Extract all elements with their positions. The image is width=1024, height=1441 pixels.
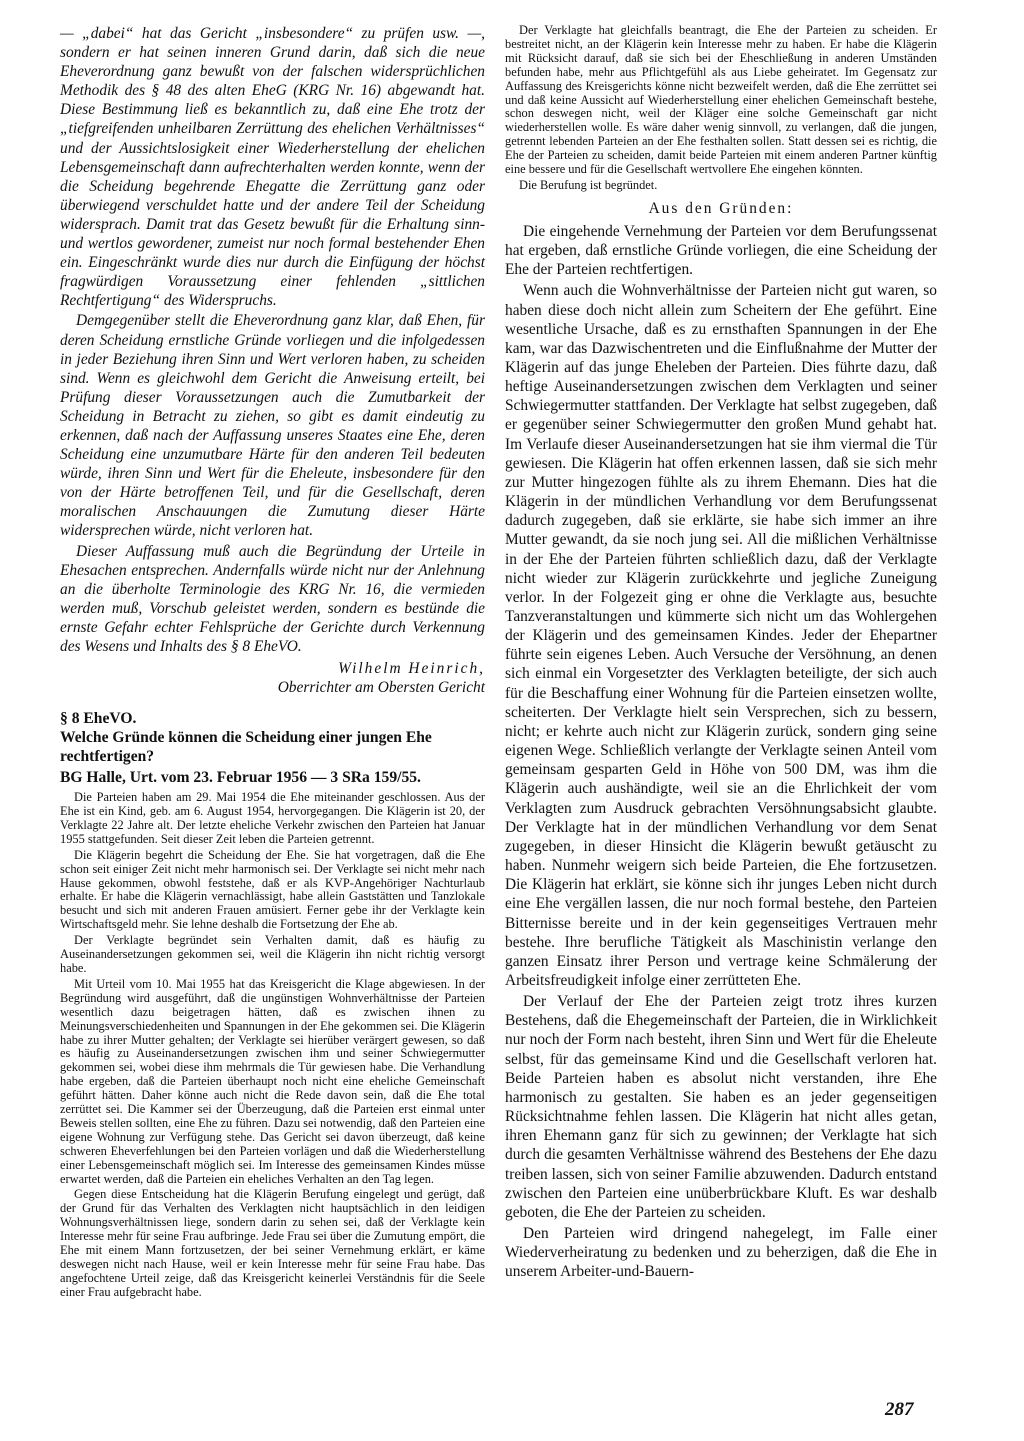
question-heading: Welche Gründe können die Scheidung einer jungen Ehe rechtfertigen? <box>60 729 432 766</box>
commentary-text <box>60 24 485 656</box>
reasons-paragraph: Den Parteien wird dringend nahegelegt, im Falle einer Wiederverheiratung zu bedenken und zu beherzigen, daß die Ehe in unserem Arbeiter-und-Bauern- <box>505 1225 937 1281</box>
case-facts-text <box>60 791 485 1300</box>
author-name: Wilhelm Heinrich, <box>338 660 485 678</box>
case-paragraph: Der Verklagte hat gleichfalls beantragt, die Ehe der Parteien zu scheiden. Er bestreitet nicht, an der Klägerin kein Interesse mehr zu haben. Er habe die Klägerin mit Rücksicht darauf, daß sie sich bei der Eheschließung in anderen Umständen befunden habe, mehr aus Pflichtgefühl als aus Liebe geheiratet. Im Gegensatz zur Auffassung des Kreisgerichts könne nicht bezweifelt werden, daß die Ehe zerrüttet sei und daß keine Aussicht auf Wiederherstellung einer ehelichen Gemeinschaft bestehe, schon deswegen nicht, weil der Kläger eine solche Gemeinschaft gar nicht wiederherstellen wolle. Es wäre daher wenig sinnvoll, zu verlangen, daß die jungen, getrennt lebenden Parteien an der Ehe festhalten sollen. Statt dessen sei es richtig, die Ehe der Parteien zu scheiden, damit beide Parteien mit einem anderen Partner künftig eine bessere und für die Gesellschaft wertvollere Ehe eingehen könnten. <box>505 23 937 177</box>
commentary-paragraph: Demgegenüber stellt die Eheverordnung ganz klar, daß Ehen, für deren Scheidung ernstliche Gründe vorliegen und die infolgedessen in jeder Beziehung ihren Sinn und Wert verloren haben, zu scheiden sind. Wenn es gleichwohl dem Gericht die Anweisung erteilt, bei Prüfung dieser Voraussetzungen auch die Zumutbarkeit der Scheidung in Betracht zu ziehen, so gibt es damit eindeutig zu erkennen, daß nach der Auffassung unseres Staates eine Ehe, deren Scheidung eine unzumutbare Härte für den anderen Teil bedeuten würde, ihren Sinn und Wert für die Eheleute, insbesondere für den von der Härte betroffenen Teil, und für die Gesellschaft, deren moralischen Anschauungen die Zumutung dieser Härte widersprechen würde, nicht verloren hat. <box>60 312 485 540</box>
right-column <box>505 24 937 1281</box>
case-paragraph: Die Parteien haben am 29. Mai 1954 die Ehe miteinander geschlossen. Aus der Ehe ist ein Kind, geb. am 6. August 1954, hervorgegangen. Die Klägerin ist 20, der Verklagte 22 Jahre alt. Der letzte eheliche Verkehr zwischen den Parteien hat Januar 1955 stattgefunden. Seit dieser Zeit leben die Parteien getrennt. <box>60 790 485 846</box>
page-number: 287 <box>885 1399 914 1420</box>
case-paragraph: Der Verklagte begründet sein Verhalten damit, daß es häufig zu Auseinandersetzungen gekommen sei, weil die Klägerin ihn nicht richtig versorgt habe. <box>60 933 485 975</box>
reasons-paragraph: Wenn auch die Wohnverhältnisse der Parteien nicht gut waren, so haben diese doch nicht allein zum Scheitern der Ehe geführt. Eine wesentliche Ursache, daß es zu ernsthaften Spannungen in der Ehe kam, war das Dazwischentreten und die Einflußnahme der Mutter der Klägerin auf das junge Eheleben der Parteien. Dies führte dazu, daß heftige Auseinandersetzungen zwischen dem Verklagten und seiner Schwiegermutter stattfanden. Der Verklagte hat selbst zugegeben, daß er gegenüber seiner Schwiegermutter den großen Mund gehabt hat. Im Verlaufe dieser Auseinandersetzungen hat sie ihm viermal die Tür gewiesen. Die Klägerin hat offen erkennen lassen, daß sie sich mehr zur Mutter hingezogen fühlte als zu ihrem Ehemann. Dies hat die Klägerin in der mündlichen Verhandlung vor dem Berufungssenat dadurch zugegeben, daß sie erklärte, sie habe sich immer an ihre Mutter gewandt, da sie noch jung sei. All die mißlichen Verhältnisse in der Ehe der Parteien führten schließlich dazu, daß der Verklagte nicht wieder zur Klägerin zurückkehrte und jegliche Zuneigung verlor. In der Folgezeit ging er ohne die Verklagte aus, besuchte Tanzveranstaltungen und kümmerte sich nicht um das Wohlergehen der Klägerin und des gemeinsamen Kindes. Jeder der Ehepartner führte sein eigenes Leben. Auch Versuche der Versöhnung, an denen sich einmal ein Vorgesetzter des Verklagten beteiligte, der sich auch für die Beschaffung einer Wohnung für die Parteien einsetzen wollte, scheiterten. Der Verklagte hielt sein Versprechen, sich zu bessern, nicht; er kehrte auch nicht zur Klägerin zurück, sondern ging seine eigenen Wege. Schließlich verlangte der Verklagte seinen Anteil vom gemeinsam gesparten Geld in Höhe von 500 DM, was ihm die Klägerin auch aushändigte, weil sie an die Ehrlichkeit der vom Verklagten zum Ausdruck gebrachten Versöhnungsabsicht glaubte. Der Verklagte hat in der mündlichen Verhandlung vor dem Senat zugegeben, in dieser Hinsicht die Klägerin bewußt getäuscht zu haben. Nunmehr weigern sich beide Parteien, die Ehe fortzusetzen. Die Klägerin hat erklärt, sie könne sich ihr junges Leben nicht durch eine Ehe vergällen lassen, die nur noch formal bestehe, den Parteien Bitternisse bereite und in der kein gegenseitiges Vertrauen mehr bestehe. Ihre berufliche Tätigkeit als Maschinistin verlange den ganzen Einsatz ihrer Person und vertrage keine Schmälerung der Arbeitsfreudigkeit infolge einer zerrütteten Ehe. <box>505 282 937 989</box>
commentary-paragraph: Dieser Auffassung muß auch die Begründung der Urteile in Ehesachen entsprechen. Andernfalls würde nicht nur der Anlehnung an die überholte Terminologie des KRG Nr. 16, die vermieden werden muß, Vorschub geleistet werden, sondern es bestünde die ernste Gefahr echter Fehlsprüche der Gerichte durch Verkennung des Wesens und Inhalts des § 8 EheVO. <box>60 542 485 655</box>
reasons-paragraph: Der Verlauf der Ehe der Parteien zeigt trotz ihres kurzen Bestehens, daß die Ehegemeinschaft der Parteien, die in Wirklichkeit nur noch der Form nach besteht, ihren Sinn und Wert für die Eheleute selbst, für das gemeinsame Kind und die Gesellschaft verloren hat. Beide Parteien haben es absolut nicht verstanden, ihre Ehe harmonisch zu gestalten. Sie haben es an jeder gegenseitigen Rücksichtnahme fehlen lassen. Die Klägerin hat nicht alles getan, ihren Ehemann ganz für sich zu gewinnen; der Verklagte hat sich durch die gesamten Verhältnisse während des Bestehens der Ehe dazu treiben lassen, sich von seiner Familie abzuwenden. Dadurch entstand zwischen den Parteien eine unüberbrückbare Kluft. Es war deshalb geboten, die Ehe der Parteien zu scheiden. <box>505 993 937 1221</box>
author-role: Oberrichter am Obersten Gericht <box>277 679 485 697</box>
section-heading: § 8 EheVO. <box>60 710 137 728</box>
case-facts-continued <box>505 24 937 193</box>
citation-heading: BG Halle, Urt. vom 23. Februar 1956 — 3 SRa 159/55. <box>60 769 421 787</box>
reasons-text <box>505 222 937 1282</box>
case-paragraph: Mit Urteil vom 10. Mai 1955 hat das Kreisgericht die Klage abgewiesen. In der Begründung wird ausgeführt, daß die ungünstigen Wohnverhältnisse der Parteien wesentlich dazu beigetragen hätten, daß es zwischen ihnen zu Meinungsverschiedenheiten und Spannungen in der Ehe gekommen sei. Die Klägerin habe zu ihrer Mutter gehalten; der Verklagte sei hierüber verärgert gewesen, so daß es häufig zu Auseinandersetzungen zwischen ihm und seiner Schwiegermutter gekommen sei, wobei diese ihm mehrmals die Tür gewiesen habe. Die Verhandlung habe ergeben, daß die Parteien überhaupt noch nicht eine eheliche Gemeinschaft geführt hätten. Daher könne auch nicht die Rede davon sein, daß die Ehe total zerrüttet sei. Die Kammer sei der Überzeugung, daß die Parteien erst einmal unter Beweis stellen sollten, eine Ehe zu führen. Dazu sei notwendig, daß den Parteien eine eigene Wohnung zur Verfügung stehe. Das Gericht sei davon überzeugt, daß keine schweren Eheverfehlungen bei den Parteien vorlägen und daß die Wiederherstellung einer Lebensgemeinschaft möglich sei. Im Interesse des gemeinsamen Kindes müsse erwartet werden, daß die Parteien ein eheliches Verhalten an den Tag legen. <box>60 976 485 1186</box>
left-column <box>60 24 485 1300</box>
case-paragraph: Die Klägerin begehrt die Scheidung der Ehe. Sie hat vorgetragen, daß die Ehe schon seit einiger Zeit nicht mehr harmonisch sei. Der Verklagte sei nicht mehr nach Hause gekommen, obwohl feststehe, daß er als KVP-Angehöriger Nachturlaub erhalte. Er habe die Klägerin vernachlässigt, habe allein Gaststätten und Tanzlokale besucht und sich mit anderen Frauen amüsiert. Ferner gebe ihr der Verklagte kein Wirtschaftsgeld mehr. Sie lehne deshalb die Fortsetzung der Ehe ab. <box>60 847 485 932</box>
reasons-heading: Aus den Gründen: <box>648 199 794 217</box>
case-paragraph: Gegen diese Entscheidung hat die Klägerin Berufung eingelegt und gerügt, daß der Grund für das Verhalten des Verklagten nicht hauptsächlich in den leidigen Wohnungsverhältnissen liege, sondern darin zu sehen sei, daß der Verklagte kein Interesse mehr für seine Frau aufbringe. Jede Frau sei über die Zumutung empört, die Ehe mit einem Mann fortzusetzen, der bei seiner Vernehmung erklärt, er käme deswegen nicht nach Hause, weil er kein Interesse mehr für seine Frau habe. Das angefochtene Urteil zeige, daß das Kreisgericht keinerlei Verständnis für die Seele einer Frau aufgebracht habe. <box>60 1187 485 1299</box>
author-signature <box>60 659 485 697</box>
reasons-paragraph: Die eingehende Vernehmung der Parteien vor dem Berufungssenat hat ergeben, daß ernstliche Gründe vorliegen, die eine Scheidung der Ehe der Parteien rechtfertigen. <box>505 222 937 279</box>
case-paragraph: Die Berufung ist begründet. <box>519 177 658 192</box>
commentary-paragraph: — „dabei“ hat das Gericht „insbesondere“ zu prüfen usw. —, sondern er hat seinen inneren Grund darin, daß sich die neue Eheverordnung ganz bewußt von der falschen widersprüchlichen Methodik des § 48 des alten EheG (KRG Nr. 16) abgewandt hat. Diese Bestimmung ließ es bekanntlich zu, daß eine Ehe trotz der „tiefgreifenden unheilbaren Zerrüttung des ehelichen Verhältnisses“ und der Aussichtslosigkeit einer Wiederherstellung der ehelichen Lebensgemeinschaft dann aufrechterhalten werden konnte, wenn der die Scheidung begehrende Ehegatte die Zerrüttung ganz oder überwiegend verschuldet hatte und der andere Teil der Scheidung widersprach. Damit trat das Gesetz bewußt für die Erhaltung sinn- und wertlos gewordener, zumeist nur noch formal bestehender Ehen ein. Eingeschränkt wurde dies nur durch die Einfügung der höchst fragwürdigen Voraussetzung einer fehlenden „sittlichen Rechtfertigung“ des Widerspruchs. <box>60 25 485 310</box>
